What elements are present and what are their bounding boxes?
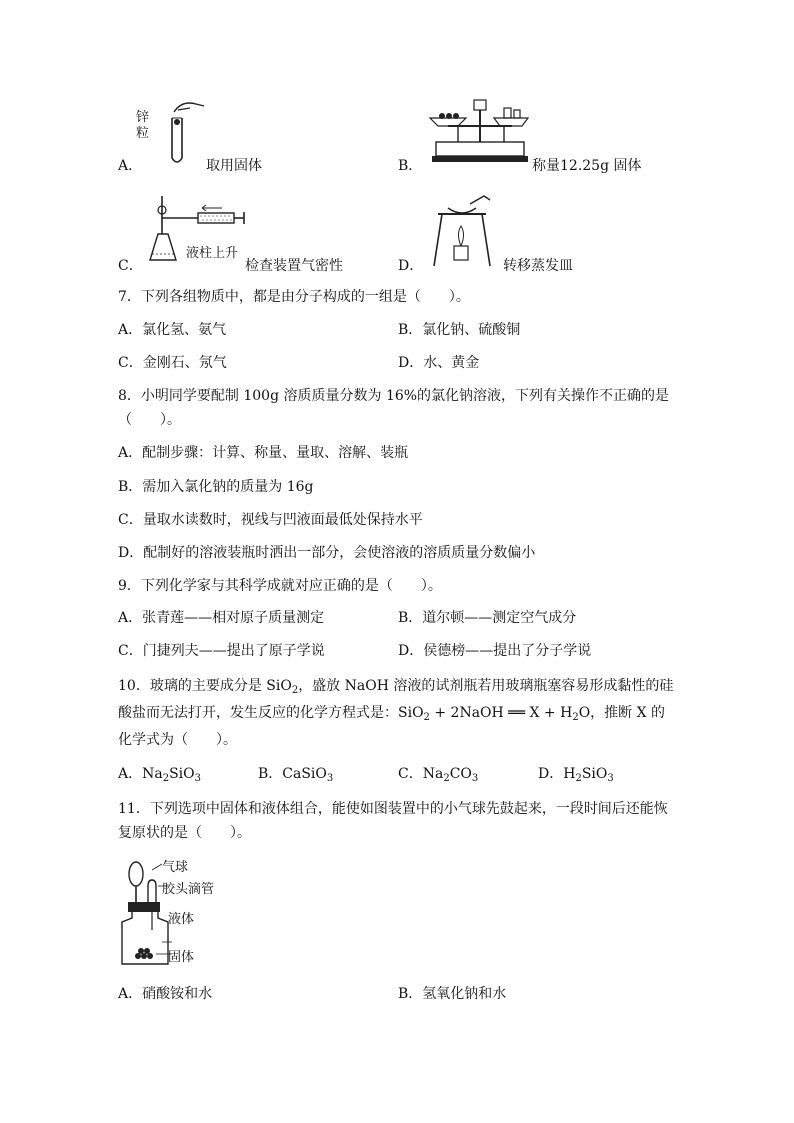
fig-c-label: 液柱上升 [186,246,239,261]
fig-a-label-1: 锌 [136,110,150,125]
option-8b[interactable]: B．需加入氯化钠的质量为 16g [118,479,314,495]
fig-solid-label: 固体 [168,950,195,965]
question-10-stem-line3: 化学式为（ ）。 [118,732,237,748]
fig-dropper-label: 胶头滴管 [162,882,215,897]
fig-a-label-2: 粒 [136,126,150,141]
option-7b[interactable]: B．氯化钠、硫酸铜 [398,322,521,338]
option-8d[interactable]: D．配制好的溶液装瓶时洒出一部分，会使溶液的溶质质量分数偏小 [118,545,536,561]
question-11-stem-line1: 11．下列选项中固体和液体组合，能使如图装置中的小气球先鼓起来，一段时间后还能恢 [118,801,668,817]
question-8-stem-line2: （ ）。 [118,412,181,428]
option-6a-letter[interactable]: A． [118,158,143,174]
question-10-stem-line2: 酸盐而无法打开，发生反应的化学方程式是：SiO$_2$ + 2NaOH ══ $X + H_2O$，推断 X 的 [118,705,666,723]
option-6b-caption: 称量12.25g 固体 [532,158,642,174]
option-11b[interactable]: B．氢氧化钠和水 [398,986,507,1002]
option-10a[interactable]: A．$Na_2SiO_3$ [118,766,202,784]
option-6a-caption: 取用固体 [206,158,262,174]
test-tube-figure [160,98,210,168]
fig-liquid-label: 液体 [168,912,195,927]
question-10-stem-line1: 10．玻璃的主要成分是 SiO$_2$，盛放 NaOH 溶液的试剂瓶若用玻璃瓶塞容易形成黏性的硅 [118,678,674,696]
fig-balloon-label: 气球 [162,860,189,875]
question-11-stem-line2: 复原状的是（ ）。 [118,825,251,841]
option-6c-caption: 检查装置气密性 [245,258,343,274]
balance-figure [428,96,532,168]
option-9a[interactable]: A．张青莲——相对原子质量测定 [118,610,325,626]
option-10c[interactable]: C．$Na_2CO_3$ [398,766,479,784]
option-8c[interactable]: C．量取水读数时，视线与凹液面最低处保持水平 [118,512,423,528]
question-8-stem-line1: 8．小明同学要配制 100g 溶质质量分数为 16%的氯化钠溶液，下列有关操作不正确的是 [118,388,670,404]
option-6d-caption: 转移蒸发皿 [503,258,573,274]
option-6c-letter[interactable]: C． [118,258,143,274]
evaporating-dish-figure [430,196,494,270]
option-9c[interactable]: C．门捷列夫——提出了原子学说 [118,643,325,659]
option-7c[interactable]: C．金刚石、氖气 [118,355,227,371]
option-8a[interactable]: A．配制步骤：计算、称量、量取、溶解、装瓶 [118,445,409,461]
option-7a[interactable]: A．氯化氢、氨气 [118,322,227,338]
option-6b-letter[interactable]: B． [398,158,423,174]
option-10b[interactable]: B．CaSiO$_3$ [258,766,334,784]
question-7-stem: 7．下列各组物质中，都是由分子构成的一组是（ ）。 [118,289,470,305]
option-11a[interactable]: A．硝酸铵和水 [118,986,213,1002]
option-10d[interactable]: D．$H_2SiO_3$ [538,766,614,784]
option-6d-letter[interactable]: D． [398,258,424,274]
option-9b[interactable]: B．道尔顿——测定空气成分 [398,610,577,626]
option-7d[interactable]: D．水、黄金 [398,355,480,371]
option-9d[interactable]: D．侯德榜——提出了分子学说 [398,643,592,659]
question-9-stem: 9．下列化学家与其科学成就对应正确的是（ ）。 [118,578,442,594]
